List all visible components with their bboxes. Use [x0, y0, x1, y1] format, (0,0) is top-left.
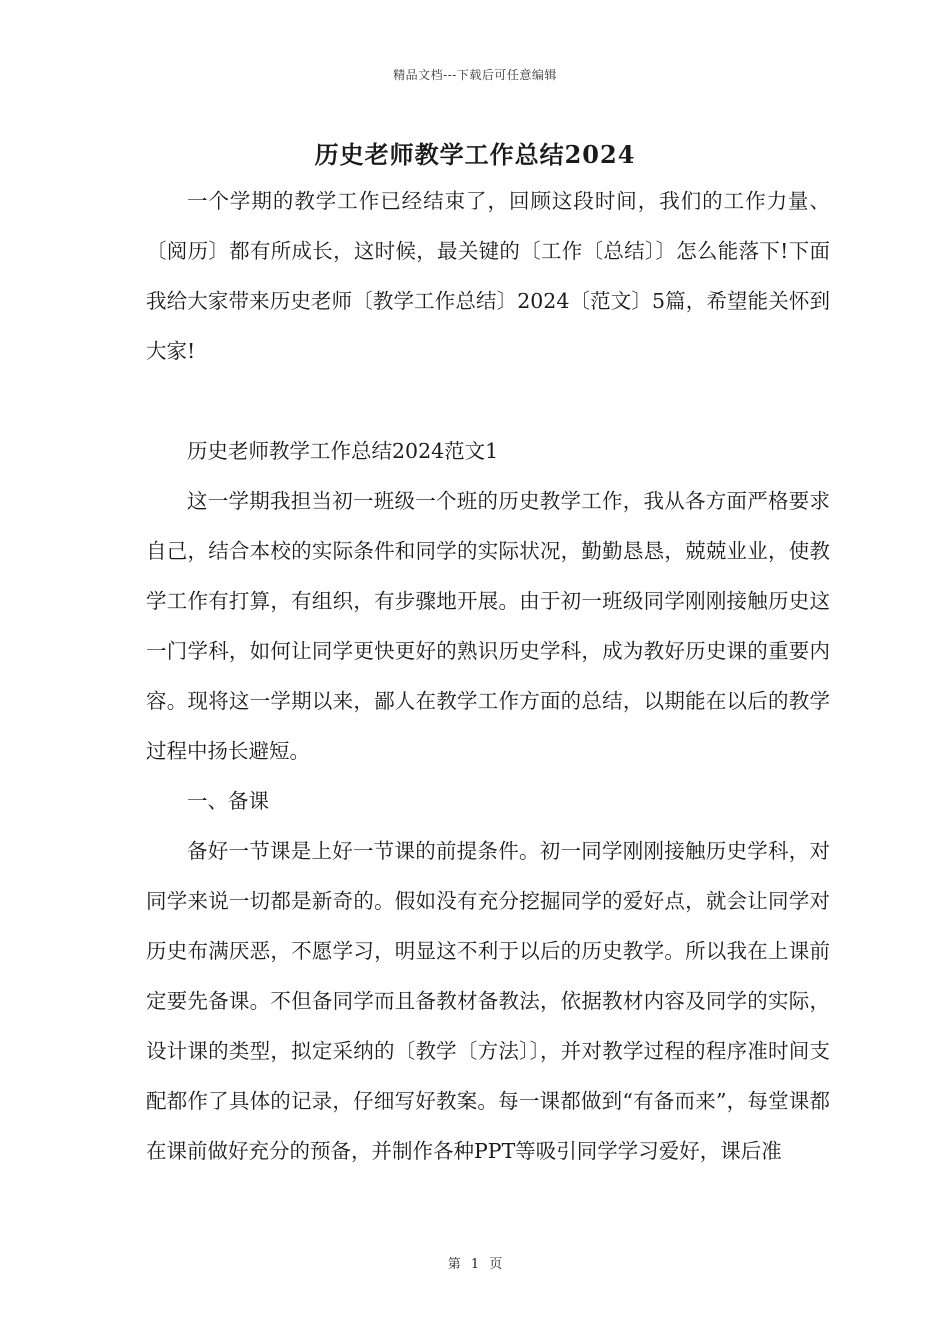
section-heading-sample-1: 历史老师教学工作总结2024范文1 [187, 439, 499, 463]
page-number: 1 [470, 1257, 480, 1272]
header-note: 精品文档---下载后可任意编辑 [393, 68, 557, 82]
intro-paragraph: 一个学期的教学工作已经结束了，回顾这段时间，我们的工作力量、〔阅历〕都有所成长，这时候，最关键的〔工作〔总结〕〕怎么能落下!下面我给大家带来历史老师〔教学工作总结〕2024〔范文〕5篇，希望能关怀到大家! [146, 189, 830, 363]
page-footer [0, 1253, 950, 1272]
footer-suffix: 页 [489, 1257, 503, 1272]
footer-prefix: 第 [447, 1257, 461, 1272]
document-body [146, 176, 830, 1176]
body-paragraph: 这一学期我担当初一班级一个班的历史教学工作，我从各方面严格要求自己，结合本校的实际条件和同学的实际状况，勤勤恳恳，兢兢业业，使教学工作有打算，有组织，有步骤地开展。由于初一班级同学刚刚接触历史这一门学科，如何让同学更快更好的熟识历史学科，成为教好历史课的重要内容。现将这一学期以来，鄙人在教学工作方面的总结，以期能在以后的教学过程中扬长避短。 [146, 489, 830, 763]
body-paragraph: 备好一节课是上好一节课的前提条件。初一同学刚刚接触历史学科，对同学来说一切都是新奇的。假如没有充分挖掘同学的爱好点，就会让同学对历史布满厌恶，不愿学习，明显这不利于以后的历史教学。所以我在上课前定要先备课。不但备同学而且备教材备教法，依据教材内容及同学的实际，设计课的类型，拟定采纳的〔教学〔方法〕〕，并对教学过程的程序准时间支配都作了具体的记录，仔细写好教案。每一课都做到“有备而来”，每堂课都在课前做好充分的预备，并制作各种PPT等吸引同学学习爱好，课后准 [146, 839, 830, 1163]
subsection-heading-lesson-prep: 一、备课 [187, 789, 269, 813]
document-title: 历史老师教学工作总结2024 [314, 140, 636, 169]
